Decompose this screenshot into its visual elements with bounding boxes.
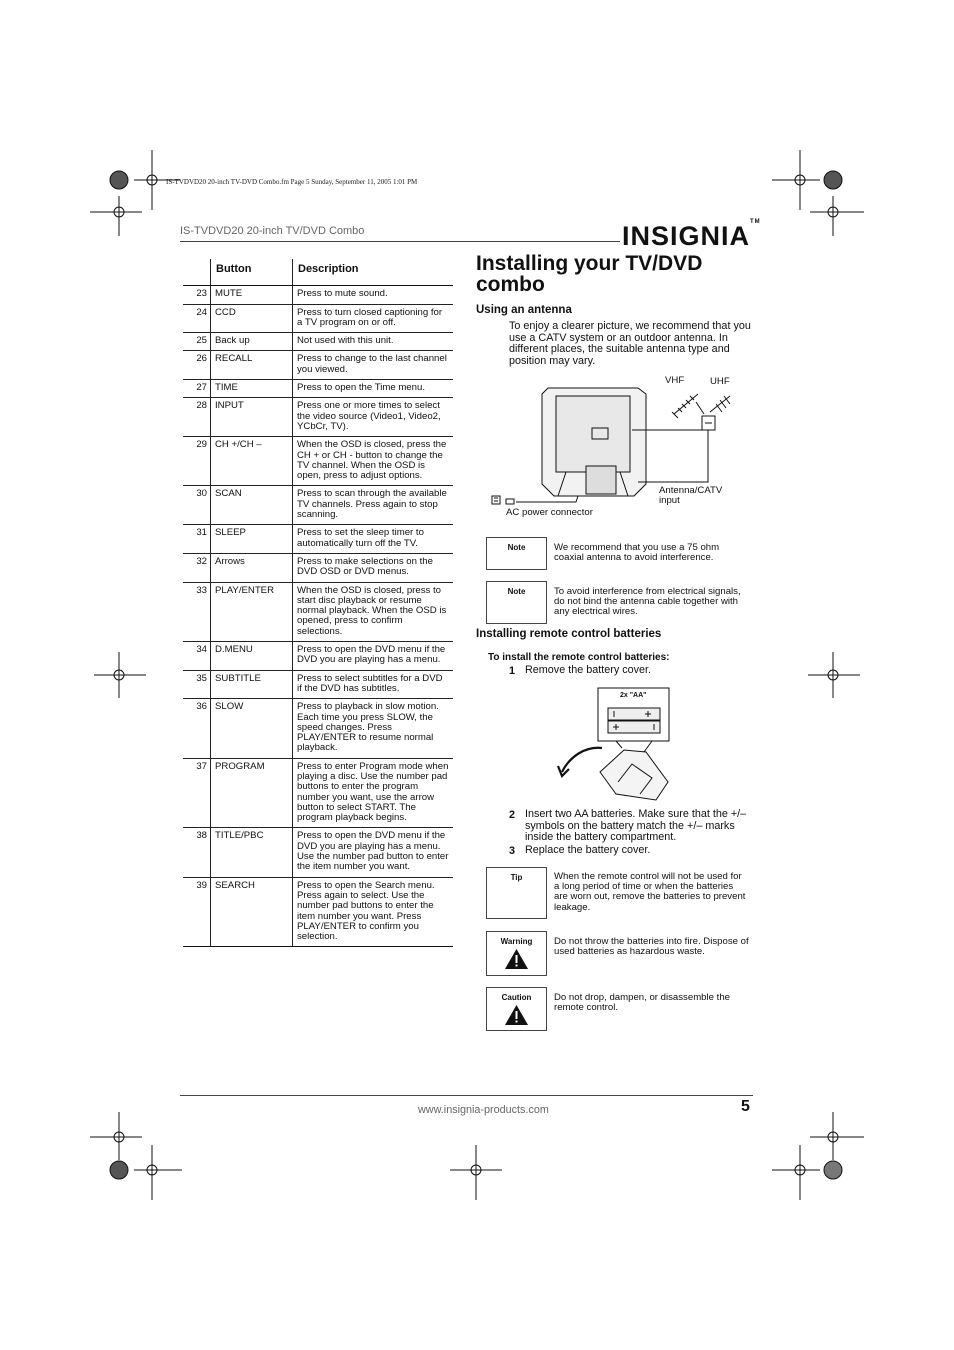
button-description: Press to enter Program mode when playing a disc. Use the number pad buttons to enter the program number you want, use the arrow button to select START. The program playback begins. xyxy=(293,758,454,828)
header-title: IS-TVDVD20 20-inch TV/DVD Combo xyxy=(180,225,365,237)
row-number: 26 xyxy=(183,351,211,380)
row-number: 34 xyxy=(183,642,211,671)
tip-text: When the remote control will not be used for a long period of time or when the batteries are worn out, remove the batteries to prevent leakage. xyxy=(554,871,746,913)
button-name: TITLE/PBC xyxy=(211,828,293,877)
button-name: PLAY/ENTER xyxy=(211,582,293,641)
row-number: 30 xyxy=(183,486,211,525)
table-row xyxy=(183,553,453,582)
step-number: 3 xyxy=(509,845,516,857)
caution-text: Do not drop, dampen, or disassemble the remote control. xyxy=(554,992,730,1014)
table-row xyxy=(183,699,453,758)
tip-box xyxy=(486,867,547,919)
button-description: Press to open the Time menu. xyxy=(293,380,454,398)
button-name: MUTE xyxy=(211,286,293,304)
note-label: Note xyxy=(507,587,526,596)
tip-label: Tip xyxy=(510,873,523,882)
table-row xyxy=(183,758,453,828)
warning-text: Do not throw the batteries into fire. Dispose of used batteries as hazardous waste. xyxy=(554,936,749,958)
table-row xyxy=(183,642,453,671)
warning-box xyxy=(486,931,547,976)
caution-icon xyxy=(487,1002,546,1028)
step-text: Remove the battery cover. xyxy=(525,664,652,676)
footer-rule xyxy=(180,1095,753,1096)
ac-power-label: AC power connector xyxy=(506,507,593,518)
table-row xyxy=(183,525,453,554)
button-description: When the OSD is closed, press to start disc playback or resume normal playback. When the OSD is opened, press to confirm selections. xyxy=(293,582,454,641)
row-number: 38 xyxy=(183,828,211,877)
batteries-subheading: To install the remote control batteries: xyxy=(488,652,670,663)
button-description: Press one or more times to select the video source (Video1, Video2, YCbCr, TV). xyxy=(293,398,454,437)
table-row xyxy=(183,380,453,398)
page-title: Installing your TV/DVD combo xyxy=(476,252,703,296)
table-row xyxy=(183,351,453,380)
row-number: 35 xyxy=(183,670,211,699)
button-name: SLEEP xyxy=(211,525,293,554)
button-name: PROGRAM xyxy=(211,758,293,828)
row-number: 24 xyxy=(183,304,211,333)
button-name: CCD xyxy=(211,304,293,333)
note-text-2: To avoid interference from electrical signals, do not bind the antenna cable together with any electrical wires. xyxy=(554,586,741,618)
button-description: When the OSD is closed, press the CH + or CH - button to change the TV channel. When the OSD is open, press to adjust options. xyxy=(293,437,454,486)
warning-icon xyxy=(487,946,546,972)
button-name: SEARCH xyxy=(211,877,293,947)
uhf-label: UHF xyxy=(710,376,730,387)
button-description: Press to open the Search menu. Press again to select. Use the number pad buttons to enter the item number you want. Press PLAY/ENTER to confirm you selection. xyxy=(293,877,454,947)
table-row xyxy=(183,304,453,333)
table-row xyxy=(183,582,453,641)
button-name: RECALL xyxy=(211,351,293,380)
note-box-2 xyxy=(486,581,547,624)
button-name: TIME xyxy=(211,380,293,398)
table-row xyxy=(183,286,453,304)
button-table xyxy=(183,259,453,947)
warning-label: Warning xyxy=(500,937,533,946)
column-header-description: Description xyxy=(293,259,454,286)
row-number: 23 xyxy=(183,286,211,304)
row-number: 27 xyxy=(183,380,211,398)
battery-diagram xyxy=(556,686,674,806)
button-name: SCAN xyxy=(211,486,293,525)
row-number: 33 xyxy=(183,582,211,641)
column-header-button: Button xyxy=(211,259,293,286)
row-number: 32 xyxy=(183,553,211,582)
table-row xyxy=(183,437,453,486)
button-description: Press to make selections on the DVD OSD or DVD menus. xyxy=(293,553,454,582)
button-name: CH +/CH – xyxy=(211,437,293,486)
row-number: 39 xyxy=(183,877,211,947)
button-name: SLOW xyxy=(211,699,293,758)
step-text: Insert two AA batteries. Make sure that the +/– symbols on the battery match the +/– marks inside the battery compartment. xyxy=(525,808,747,844)
button-name: INPUT xyxy=(211,398,293,437)
antenna-paragraph: To enjoy a clearer picture, we recommend that you use a CATV system or an outdoor antenna. In different places, the suitable antenna type and position may vary. xyxy=(509,320,751,368)
note-label: Note xyxy=(507,543,526,552)
button-name: Arrows xyxy=(211,553,293,582)
row-number: 28 xyxy=(183,398,211,437)
row-number: 31 xyxy=(183,525,211,554)
row-number: 29 xyxy=(183,437,211,486)
table-row xyxy=(183,670,453,699)
button-description: Not used with this unit. xyxy=(293,333,454,351)
table-row xyxy=(183,333,453,351)
button-description: Press to change to the last channel you viewed. xyxy=(293,351,454,380)
footer-url[interactable]: www.insignia-products.com xyxy=(418,1104,549,1116)
batteries-heading: Installing remote control batteries xyxy=(476,628,662,640)
button-name: SUBTITLE xyxy=(211,670,293,699)
table-row xyxy=(183,486,453,525)
note-box-1 xyxy=(486,537,547,570)
file-info: IS-TVDVD20 20-inch TV-DVD Combo.fm Page 5 Sunday, September 11, 2005 1:01 PM xyxy=(166,178,418,186)
antenna-heading: Using an antenna xyxy=(476,304,572,316)
button-description: Press to turn closed captioning for a TV program on or off. xyxy=(293,304,454,333)
button-description: Press to open the DVD menu if the DVD you are playing has a menu. Use the number pad button to enter the item number you want. xyxy=(293,828,454,877)
table-row xyxy=(183,398,453,437)
antenna-input-label: Antenna/CATV input xyxy=(659,485,723,507)
battery-label: 2x "AA" xyxy=(620,692,647,699)
vhf-label: VHF xyxy=(665,375,685,386)
button-description: Press to select subtitles for a DVD if the DVD has subtitles. xyxy=(293,670,454,699)
insignia-logo: INSIGNIA™ xyxy=(622,219,761,251)
button-name: D.MENU xyxy=(211,642,293,671)
button-description: Press to mute sound. xyxy=(293,286,454,304)
step-number: 1 xyxy=(509,665,516,677)
note-text-1: We recommend that you use a 75 ohm coaxial antenna to avoid interference. xyxy=(554,542,720,564)
step-number: 2 xyxy=(509,809,516,821)
page-number: 5 xyxy=(741,1098,750,1115)
header-rule xyxy=(180,241,620,242)
row-number: 36 xyxy=(183,699,211,758)
table-row xyxy=(183,828,453,877)
button-description: Press to set the sleep timer to automatically turn off the TV. xyxy=(293,525,454,554)
caution-label: Caution xyxy=(501,993,532,1002)
row-number: 25 xyxy=(183,333,211,351)
button-description: Press to playback in slow motion. Each time you press SLOW, the speed changes. Press PLAY/ENTER to resume normal playback. xyxy=(293,699,454,758)
button-description: Press to scan through the available TV channels. Press again to stop scanning. xyxy=(293,486,454,525)
step-text: Replace the battery cover. xyxy=(525,844,651,856)
table-row xyxy=(183,877,453,947)
button-description: Press to open the DVD menu if the DVD you are playing has a menu. xyxy=(293,642,454,671)
caution-box xyxy=(486,987,547,1031)
row-number: 37 xyxy=(183,758,211,828)
button-name: Back up xyxy=(211,333,293,351)
